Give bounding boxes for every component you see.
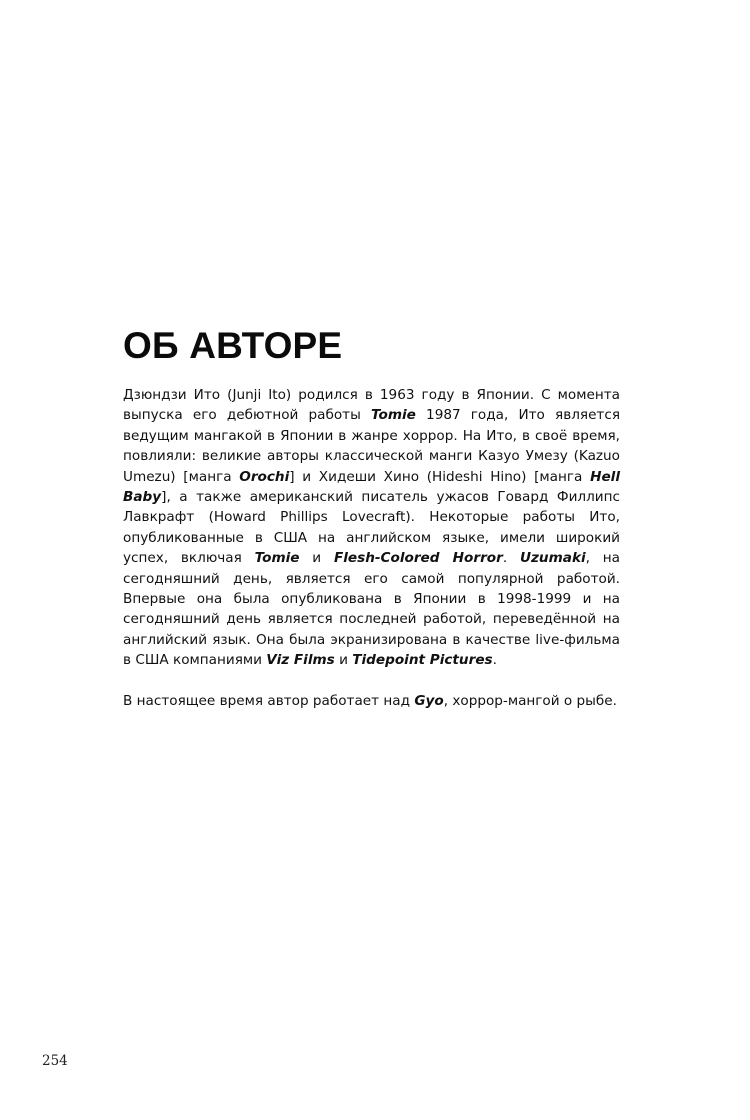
text-segment: ], а также американский писатель ужасов Говард Филлипс Лавкрафт (Howard Phillips Lovecraft). Некоторые работы Ито, опубликованные в США на английском языке, имели широкий успех, включая (123, 489, 620, 567)
work-title: Orochi (239, 468, 290, 485)
text-segment: ] и Хидеши Хино (Hideshi Hino) [манга (289, 468, 591, 485)
work-title: Uzumaki (519, 550, 586, 567)
paragraph-biography (123, 385, 620, 671)
paragraph-current-work (123, 691, 620, 711)
text-segment: . (492, 652, 497, 669)
text-segment: В настоящее время автор работает над (123, 692, 415, 709)
text-segment: , хоррор-мангой о рыбе. (443, 692, 617, 709)
page-title: ОБ АВТОРЕ (123, 325, 343, 366)
text-segment: Дзюндзи Ито (Junji Ito) родился в 1963 году в Японии. С момента выпуска его дебютной работы (123, 387, 620, 424)
work-title: Hell Baby (123, 468, 620, 506)
text-segment: , на сегодняшний день, является его самой популярной работой. Впервые она была опубликована в Японии в 1998-1999 и на сегодняшний день является последней работой, переведённой на английский язык. Она была экранизирована в качестве live-фильма в США компаниями (123, 550, 620, 669)
work-title: Viz Films (266, 652, 335, 669)
work-title: Tomie (370, 407, 416, 424)
text-segment: и (334, 652, 353, 669)
work-title: Gyo (414, 692, 444, 709)
work-title: Tomie (254, 550, 300, 567)
article-body (123, 385, 620, 711)
work-title: Flesh-Colored Horror (333, 550, 503, 567)
work-title: Tidepoint Pictures (352, 652, 493, 669)
text-segment: . (502, 550, 520, 567)
text-segment: 1987 года, Ито является ведущим мангакой в Японии в жанре хоррор. На Ито, в своё время, повлияли: великие авторы классической манги Казуо Умезу (Kazuo Umezu) [манга (123, 407, 620, 485)
text-segment: и (299, 550, 334, 567)
page-number: 254 (42, 1053, 68, 1069)
